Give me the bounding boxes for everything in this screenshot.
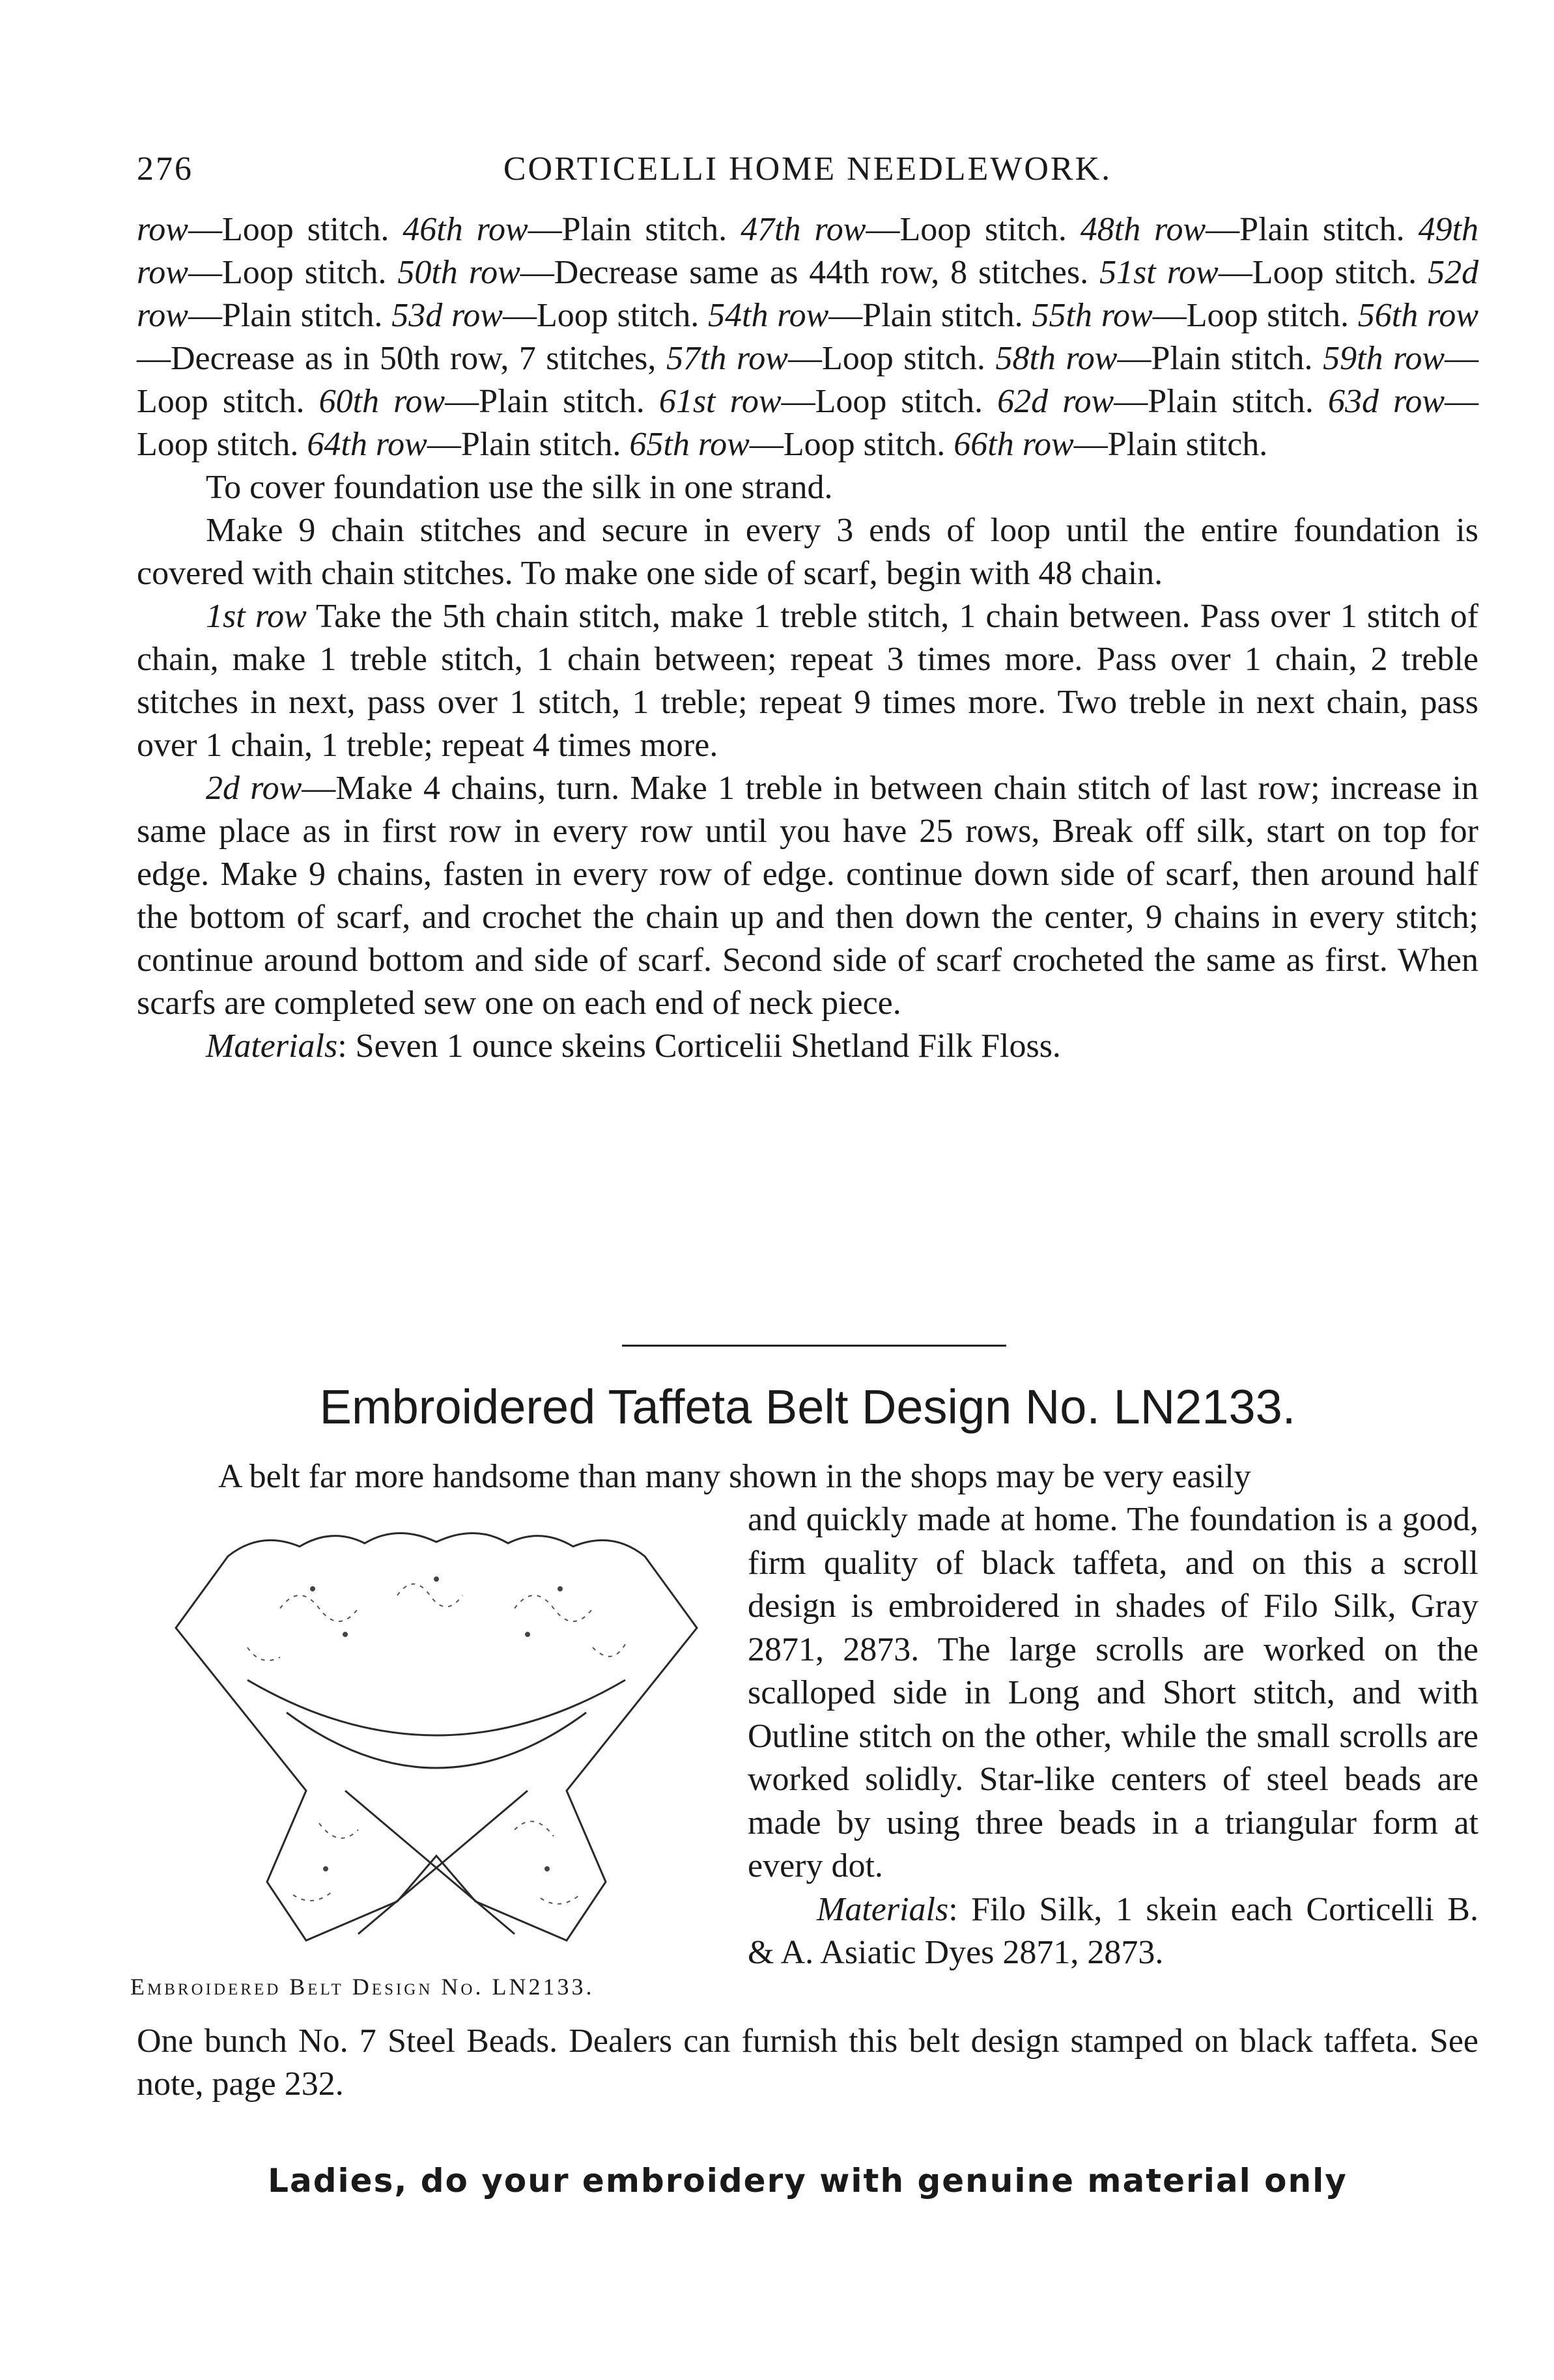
row-label: 46th row <box>403 211 528 248</box>
belt-inner-curve-lower <box>287 1713 586 1768</box>
scroll-motif <box>247 1647 280 1660</box>
materials-text: : Seven 1 ounce skeins Corticelii Shetland Filk Floss. <box>337 1028 1061 1065</box>
row-text: —Plain stitch. <box>528 211 728 248</box>
row-text: —Loop stitch. <box>503 297 699 334</box>
row-label: 50th row <box>397 254 520 291</box>
footer-slogan: Ladies, do your embroidery with genuine material only <box>268 2162 1348 2200</box>
row-text: —Loop stitch. <box>749 426 946 463</box>
materials-label: Materials <box>206 1028 338 1065</box>
row-label: 52d row <box>137 254 1479 334</box>
materials-paragraph <box>137 1025 1478 1068</box>
row-label: 64th row <box>307 426 427 463</box>
scroll-motif <box>515 1821 554 1836</box>
page-header <box>137 150 1478 202</box>
row-text: —Loop stitch. <box>787 340 985 377</box>
foundation-paragraph: To cover foundation use the silk in one strand. <box>206 469 833 506</box>
figure-caption: Embroidered Belt Design No. LN2133. <box>130 1974 595 2000</box>
row-label: 59th row <box>1323 340 1445 377</box>
bead-dot <box>525 1632 530 1637</box>
row-text: —Plain stitch. <box>1073 426 1268 463</box>
row-list <box>137 208 1478 466</box>
row-text: —Loop stitch. <box>137 383 1479 463</box>
scroll-motif <box>593 1644 625 1657</box>
row-label: 54th row <box>708 297 829 334</box>
row-label: 56th row <box>1357 297 1479 334</box>
row-text: —Plain stitch. <box>445 383 645 420</box>
belt-materials-paragraph <box>748 1888 1478 1975</box>
belt-description <box>748 1498 1478 1975</box>
row-label: 51st row <box>1099 254 1219 291</box>
scroll-motif <box>293 1892 332 1901</box>
scroll-motif <box>280 1595 358 1621</box>
second-row-paragraph <box>137 767 1478 1025</box>
row-text: Take the 5th chain stitch, make 1 treble stitch, 1 chain between. Pass over 1 stitch of chain, make 1 treble stitch, 1 chain between; repeat 3 times more. Pass over 1 chain, 2 treble stitches in next, pass over 1 stitch, 1 treble; repeat 9 times more. Two treble in next chain, pass over 1 chain, 1 treble; repeat 4 times more. <box>137 598 1478 764</box>
bead-dot <box>558 1586 563 1591</box>
scroll-motif <box>541 1895 580 1904</box>
row-label: 60th row <box>318 383 445 420</box>
bead-dot <box>323 1866 328 1871</box>
row-text: —Plain stitch. <box>1117 340 1313 377</box>
belt-illustration <box>150 1517 723 2025</box>
scroll-motif <box>397 1584 462 1607</box>
row-label: 48th row <box>1080 211 1206 248</box>
row-text: —Make 4 chains, turn. Make 1 treble in between chain stitch of last row; increase in same place as in first row in every row until you have 25 rows, Break off silk, start on top for edge. Make 9 chains, fasten in every row of edge. continue down side of scarf, then around half the bottom of scarf, and crochet the chain up and then down the center, 9 chains in every stitch; continue around bottom and side of scarf. Second side of scarf crocheted the same as first. When scarfs are completed sew one on each end of neck piece. <box>137 770 1478 1022</box>
row-label: 61st row <box>658 383 782 420</box>
belt-drawing <box>150 1517 723 1973</box>
row-text: —Loop stitch. <box>781 383 983 420</box>
first-row-paragraph <box>137 595 1478 767</box>
row-text: —Loop stitch. <box>1152 297 1349 334</box>
row-label: 49th row <box>137 211 1479 291</box>
row-text: —Plain stitch. <box>1206 211 1405 248</box>
bead-dot <box>434 1576 439 1582</box>
row-text: —Loop stitch. <box>866 211 1067 248</box>
belt-section-title: Embroidered Taffeta Belt Design No. LN2133. <box>319 1380 1296 1434</box>
row-label: 65th row <box>629 426 750 463</box>
row-label: 57th row <box>666 340 788 377</box>
row-text: —Plain stitch. <box>1114 383 1314 420</box>
running-title: CORTICELLI HOME NEEDLEWORK. <box>503 150 1112 188</box>
scroll-motif <box>319 1823 358 1838</box>
bead-dot <box>544 1866 550 1871</box>
belt-outline <box>176 1533 697 1940</box>
row-text: —Plain stitch. <box>427 426 621 463</box>
belt-body-paragraph: and quickly made at home. The foundation is a good, firm quality of black taffeta, and on this a scroll design is embroidered in shades of Filo Silk, Gray 2871, 2873. The large scrolls are worked on the scalloped side in Long and Short stitch, and with Outline stitch on the other, while the small scrolls are worked solidly. Star-like centers of steel beads are made by using three beads in a triangular form at every dot. <box>748 1501 1478 1884</box>
row-text: —Loop stitch. <box>137 340 1479 420</box>
scarf-instructions <box>137 208 1478 1068</box>
row-label: 66th row <box>954 426 1074 463</box>
section-divider <box>622 1345 1006 1347</box>
belt-intro-line: A belt far more handsome than many shown in the shops may be very easily <box>218 1458 1251 1495</box>
row-label: row <box>137 211 188 248</box>
row-label: 47th row <box>741 211 866 248</box>
row-text: —Loop stitch. <box>1218 254 1417 291</box>
row-text: —Plain stitch. <box>828 297 1023 334</box>
bead-dot <box>310 1586 315 1591</box>
row-label: 2d row <box>206 770 302 807</box>
row-label: 53d row <box>391 297 503 334</box>
row-label: 58th row <box>995 340 1118 377</box>
row-label: 55th row <box>1032 297 1153 334</box>
scroll-motif <box>515 1595 593 1621</box>
page-number: 276 <box>137 150 193 188</box>
bead-dot <box>343 1632 348 1637</box>
row-text: —Loop stitch. <box>188 211 389 248</box>
materials-label: Materials <box>817 1890 949 1928</box>
chain-paragraph: Make 9 chain stitches and secure in every 3 ends of loop until the entire foundation is covered with chain stitches. To make one side of scarf, begin with 48 chain. <box>137 512 1478 592</box>
belt-closing-paragraph <box>137 2020 1478 2106</box>
row-label: 1st row <box>206 598 307 635</box>
row-text: —Decrease same as 44th row, 8 stitches. <box>520 254 1089 291</box>
belt-inner-curve <box>247 1680 625 1735</box>
belt-closing-text: One bunch No. 7 Steel Beads. Dealers can furnish this belt design stamped on black taffeta. See note, page 232. <box>137 2023 1478 2103</box>
materials-text: : Filo Silk, 1 skein each Corticelli B. & A. Asiatic Dyes 2871, 2873. <box>748 1890 1478 1971</box>
row-text: —Decrease as in 50th row, 7 stitches, <box>137 340 657 377</box>
row-text: —Plain stitch. <box>188 297 383 334</box>
row-text: —Loop stitch. <box>188 254 387 291</box>
row-label: 62d row <box>997 383 1114 420</box>
row-label: 63d row <box>1327 383 1445 420</box>
